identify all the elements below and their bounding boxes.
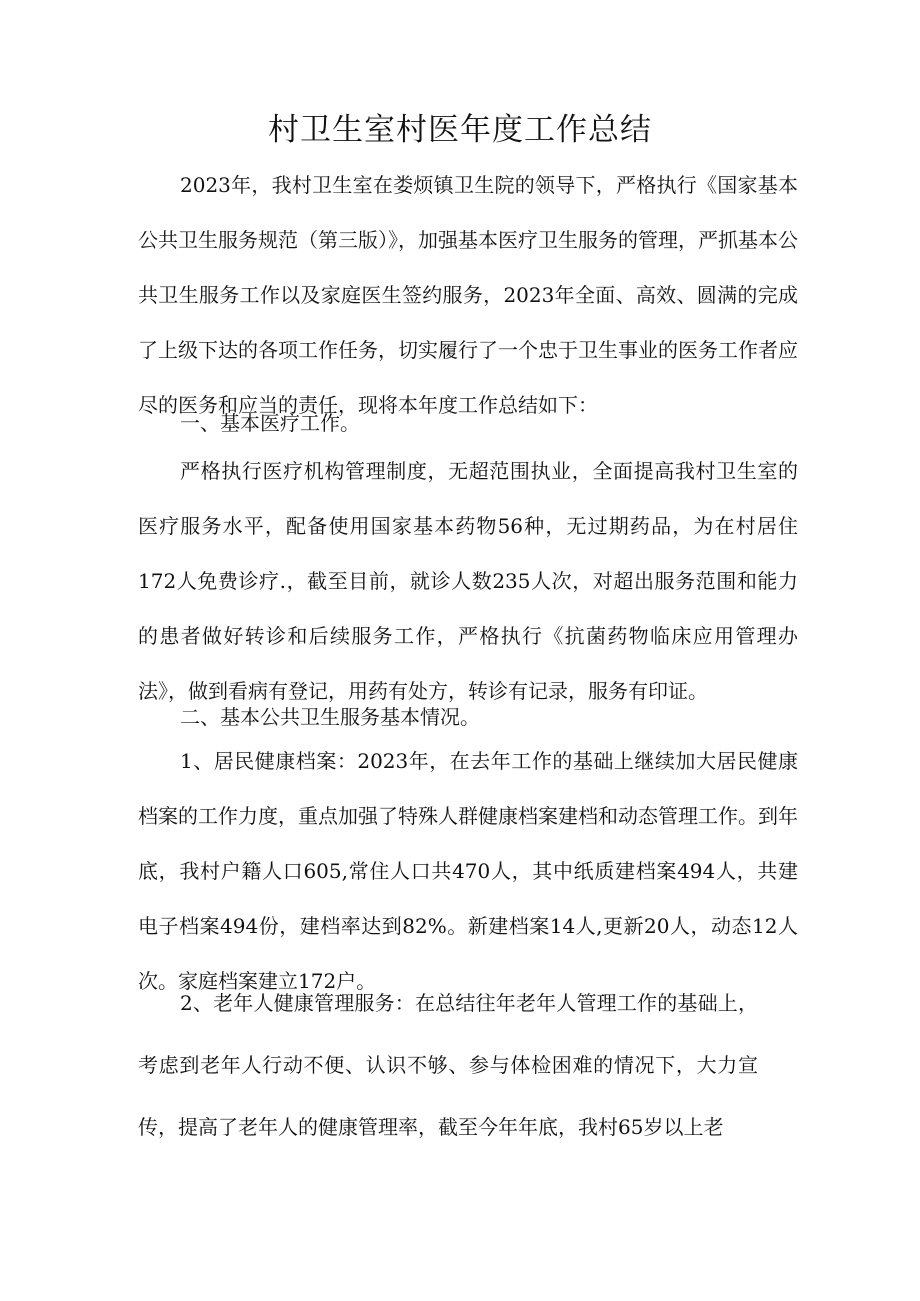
health-records-paragraph: 1、居民健康档案：2023年，在去年工作的基础上继续加大居民健康档案的工作力度，重点加强了特殊人群健康档案建档和动态管理工作。到年底，我村户籍人口605,常住人口共470人，其中纸质建档案494人，共建电子档案494份，建档率达到82%。新建档案14人,更新20人，动态12人次。家庭档案建立172户。 [138, 749, 798, 993]
section-heading-basic-medical: 一、基本医疗工作。 [180, 411, 360, 435]
document-title: 村卫生室村医年度工作总结 [268, 112, 652, 148]
basic-medical-paragraph: 严格执行医疗机构管理制度，无超范围执业，全面提高我村卫生室的医疗服务水平，配备使用国家基本药物56种，无过期药品，为在村居住172人免费诊疗.，截至目前，就诊人数235人次，对超出服务范围和能力的患者做好转诊和后续服务工作，严格执行《抗菌药物临床应用管理办法》，做到看病有登记，用药有处方，转诊有记录，服务有印证。 [138, 459, 798, 703]
intro-paragraph: 2023年，我村卫生室在娄烦镇卫生院的领导下，严格执行《国家基本公共卫生服务规范（第三版）》，加强基本医疗卫生服务的管理，严抓基本公共卫生服务工作以及家庭医生签约服务，2023年全面、高效、圆满的完成了上级下达的各项工作任务，切实履行了一个忠于卫生事业的医务工作者应尽的医务和应当的责任，现将本年度工作总结如下： [138, 173, 798, 417]
section-heading-public-health: 二、基本公共卫生服务基本情况。 [180, 705, 480, 729]
elderly-management-paragraph: 2、老年人健康管理服务：在总结往年老年人管理工作的基础上，考虑到老年人行动不便、认识不够、参与体检困难的情况下，大力宣传，提高了老年人的健康管理率，截至今年年底，我村65岁以上老 [138, 991, 758, 1139]
